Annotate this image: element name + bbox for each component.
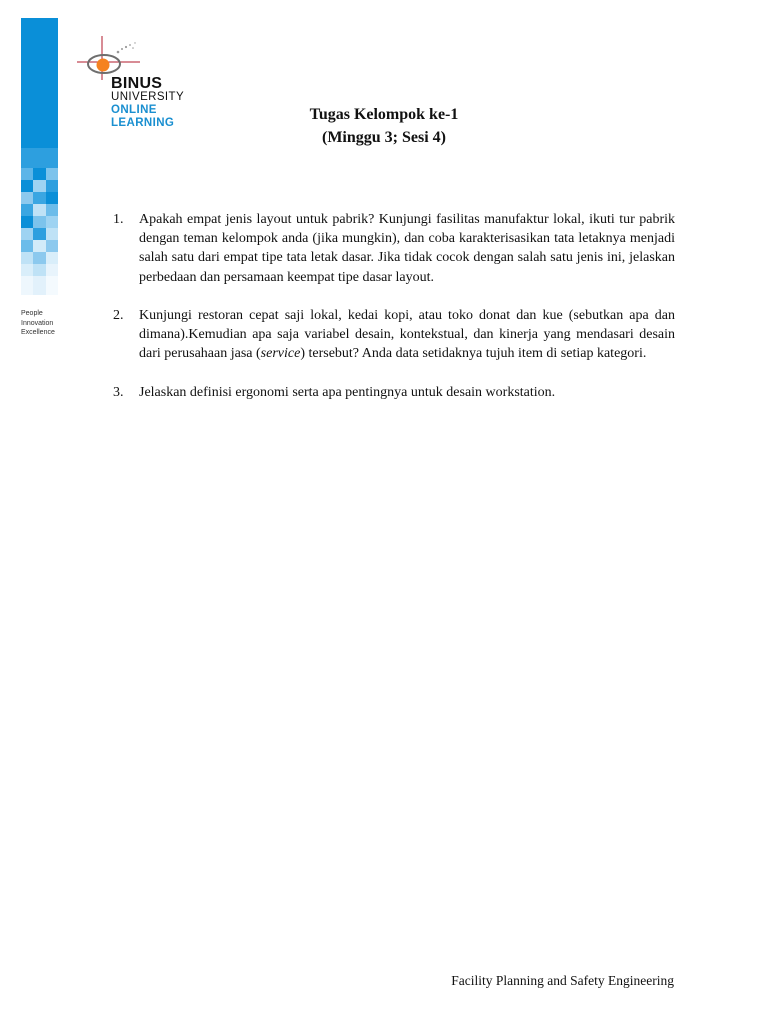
tagline [21, 309, 55, 338]
title-line-2: (Minggu 3; Sesi 4) [322, 129, 446, 146]
list-item [113, 210, 675, 287]
question-number: 2. [113, 308, 124, 323]
logo-brand: BINUS [111, 75, 163, 92]
tagline-people: People [21, 310, 43, 317]
logo-wordmark [111, 76, 184, 130]
question-text: Apakah empat jenis layout untuk pabrik? Kunjungi fasilitas manufaktur lokal, ikuti tur pabrik dengan teman kelompok anda (jika mungkin), dan coba karakterisasikan tata letaknya menjadi salah satu dari empat tipe tata letak dasar. Jika tidak cocok dengan salah satu jenis ini, jelaskan perbedaan dan persamaan keempat tipe dasar layout. [139, 212, 675, 285]
question-text: Jelaskan definisi ergonomi serta apa pentingnya untuk desain workstation. [139, 384, 556, 400]
question-number: 1. [113, 212, 124, 227]
question-text [139, 306, 675, 364]
question-text-italic: service [260, 346, 301, 362]
binus-logo [74, 34, 194, 134]
list-item [113, 306, 675, 364]
document-title [200, 103, 568, 149]
question-text-part: Kunjungi restoran cepat saji lokal, kedai kopi, atau toko donat dan kue (sebutkan apa dan dimana).Kemudian apa saja variabel desain, kontekstual, dan kinerja yang mendasari desain dari perusahaan jasa ( [139, 308, 675, 362]
logo-online: ONLINE [111, 104, 157, 116]
question-number: 3. [113, 384, 124, 400]
logo-learning: LEARNING [111, 117, 175, 129]
question-text-part: ) tersebut? Anda data setidaknya tujuh item di setiap kategori. [300, 346, 647, 362]
logo-university: UNIVERSITY [111, 91, 185, 103]
side-decorative-bar [21, 18, 58, 295]
title-line-1: Tugas Kelompok ke-1 [309, 106, 459, 123]
page-footer: Facility Planning and Safety Engineering [451, 973, 674, 988]
list-item [113, 383, 675, 402]
tagline-innovation: Innovation [21, 319, 54, 327]
tagline-excellence: Excellence [21, 329, 55, 336]
question-list [113, 210, 675, 421]
